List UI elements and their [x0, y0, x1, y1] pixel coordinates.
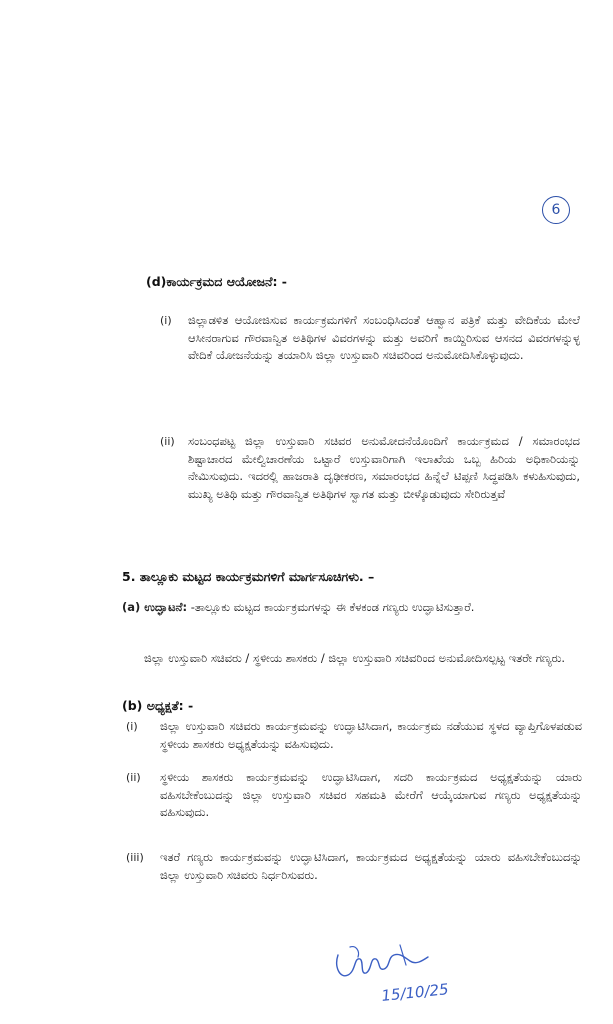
- item-text: ಸ್ಥಳೀಯ ಶಾಸಕರು ಕಾರ್ಯಕ್ರಮವನ್ನು ಉದ್ಘಾಟಿಸಿದಾಗ, ಸದರಿ ಕಾರ್ಯಕ್ರಮದ ಅಧ್ಯಕ್ಷತೆಯನ್ನು ಯಾರು ವಹಿಸಬೇಕೆಂಬುದನ್ನು ಜಿಲ್ಲಾ ಉಸ್ತುವಾರಿ ಸಚಿವರ ಸಹಮತಿ ಮೇರೆಗೆ ಆಯ್ಕೆಯಾಗುವ ಗಣ್ಯರು ಅಧ್ಯಕ್ಷತೆಯನ್ನು ವಹಿಸುವುದು.: [160, 770, 582, 819]
- item-text: ಜಿಲ್ಲಾಡಳಿತ ಆಯೋಜಿಸುವ ಕಾರ್ಯಕ್ರಮಗಳಿಗೆ ಸಂಬಂಧಿಸಿದಂತೆ ಆಹ್ವಾನ ಪತ್ರಿಕೆ ಮತ್ತು ವೇದಿಕೆಯ ಮೇಲೆ ಆಸೀನರಾಗುವ ಗೌರವಾನ್ವಿತ ಅತಿಥಿಗಳ ವಿವರಗಳನ್ನು ಮತ್ತು ಅವರಿಗೆ ಕಾಯ್ದಿರಿಸುವ ಆಸನದ ವಿವರಗಳನ್ನುಳ್ಳ ವೇದಿಕೆ ಯೋಜನೆಯನ್ನು ತಯಾರಿಸಿ ಜಿಲ್ಲಾ ಉಸ್ತುವಾರಿ ಸಚಿವರಿಂದ ಅನುಮೋದಿಸಿಕೊಳ್ಳುವುದು.: [188, 313, 580, 362]
- section-5a-paragraph-2: ಜಿಲ್ಲಾ ಉಸ್ತುವಾರಿ ಸಚಿವರು / ಸ್ಥಳೀಯ ಶಾಸಕರು / ಜಿಲ್ಲಾ ಉಸ್ತುವಾರಿ ಸಚಿವರಿಂದ ಅನುಮೋದಿಸಲ್ಪಟ್ಟ ಇತರೇ ಗಣ್ಯರು.: [144, 651, 566, 665]
- item-number: (i): [126, 720, 138, 733]
- item-number: (ii): [126, 771, 141, 784]
- section-d-heading: (d)ಕಾರ್ಯಕ್ರಮದ ಆಯೋಜನೆ: -: [146, 274, 287, 289]
- handwritten-signature: [330, 935, 450, 1010]
- section-5-heading: 5. ತಾಲ್ಲೂಕು ಮಟ್ಟದ ಕಾರ್ಯಕ್ರಮಗಳಿಗೆ ಮಾರ್ಗಸೂಚಿಗಳು. –: [122, 569, 375, 584]
- item-text: ಇತರೆ ಗಣ್ಯರು ಕಾರ್ಯಕ್ರಮವನ್ನು ಉದ್ಘಾಟಿಸಿದಾಗ, ಕಾರ್ಯಕ್ರಮದ ಅಧ್ಯಕ್ಷತೆಯನ್ನು ಯಾರು ವಹಿಸಬೇಕೆಂಬುದನ್ನು ಜಿಲ್ಲಾ ಉಸ್ತುವಾರಿ ಸಚಿವರು ನಿರ್ಧರಿಸುವರು.: [160, 850, 582, 882]
- section-d-item-1: [160, 312, 580, 422]
- section-d-item-2: [160, 433, 580, 563]
- item-number: (iii): [126, 851, 144, 864]
- section-5b-heading: (b) ಅಧ್ಯಕ್ಷತೆ: -: [122, 698, 194, 713]
- section-5b-item-2: [126, 769, 582, 845]
- item-number: (i): [160, 314, 172, 327]
- page-number: 6: [542, 196, 570, 224]
- item-number: (ii): [160, 435, 175, 448]
- item-text: ಜಿಲ್ಲಾ ಉಸ್ತುವಾರಿ ಸಚಿವರು ಕಾರ್ಯಕ್ರಮವನ್ನು ಉದ್ಘಾಟಿಸಿದಾಗ, ಕಾರ್ಯಕ್ರಮ ನಡೆಯುವ ಸ್ಥಳದ ವ್ಯಾಪ್ತಿಗೊಳಪಡುವ ಸ್ಥಳೀಯ ಶಾಸಕರು ಅಧ್ಯಕ್ಷತೆಯನ್ನು ವಹಿಸುವುದು.: [160, 719, 582, 751]
- section-5b-item-1: [126, 718, 582, 774]
- section-5a-text: -ತಾಲ್ಲೂಕು ಮಟ್ಟದ ಕಾರ್ಯಕ್ರಮಗಳನ್ನು ಈ ಕೆಳಕಂಡ ಗಣ್ಯರು ಉದ್ಘಾಟಿಸುತ್ತಾರೆ.: [187, 600, 475, 614]
- signature-date: 15/10/25: [380, 980, 450, 1005]
- item-text: ಸಂಬಂಧಪಟ್ಟ ಜಿಲ್ಲಾ ಉಸ್ತುವಾರಿ ಸಚಿವರ ಅನುಮೋದನೆಯೊಂದಿಗೆ ಕಾರ್ಯಕ್ರಮದ / ಸಮಾರಂಭದ ಶಿಷ್ಟಾಚಾರದ ಮೇಲ್ವಿಚಾರಣೆಯ ಒಟ್ಟಾರೆ ಉಸ್ತುವಾರಿಗಾಗಿ ಇಲಾಖೆಯ ಒಬ್ಬ ಹಿರಿಯ ಅಧಿಕಾರಿಯನ್ನು ನೇಮಿಸುವುದು. ಇದರಲ್ಲಿ ಹಾಜರಾತಿ ದೃಢೀಕರಣ, ಸಮಾರಂಭದ ಹಿನ್ನೆಲೆ ಟಿಪ್ಪಣಿ ಸಿದ್ಧಪಡಿಸಿ ಕಳುಹಿಸುವುದು, ಮುಖ್ಯ ಅತಿಥಿ ಮತ್ತು ಗೌರವಾನ್ವಿತ ಅತಿಥಿಗಳ ಸ್ವಾಗತ ಮತ್ತು ಬೀಳ್ಕೊಡುವುದು ಸೇರಿರುತ್ತವೆ: [188, 434, 580, 501]
- section-5b-item-3: [126, 849, 582, 905]
- section-5a-paragraph: [122, 599, 582, 617]
- section-5a-label: (a) ಉದ್ಘಾಟನೆ:: [122, 600, 188, 614]
